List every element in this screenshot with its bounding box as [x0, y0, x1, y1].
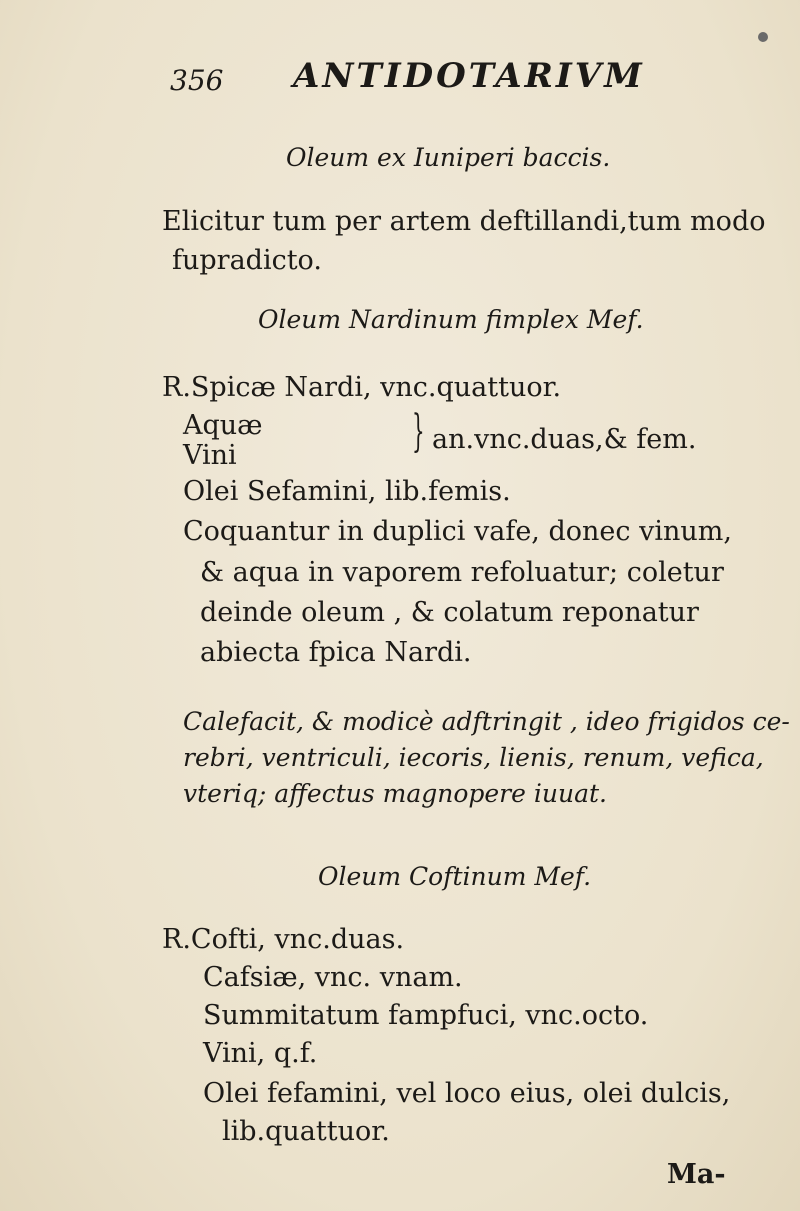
text-line: & aqua in vaporem refoluatur; coletur: [200, 557, 724, 588]
text-line: deinde oleum , & colatum reponatur: [200, 597, 699, 628]
text-line: an.vnc.duas,& fem.: [432, 424, 697, 455]
note-line: vteriq; affectus magnopere iuuat.: [183, 779, 607, 808]
text-line: Coquantur in duplici vafe, donec vinum,: [183, 516, 732, 547]
ink-spot: [758, 32, 768, 42]
text-line: fupradicto.: [172, 245, 322, 276]
text-line: Vini, q.f.: [203, 1038, 318, 1069]
text-line: R.Cofti, vnc.duas.: [162, 924, 405, 955]
text-line: Olei fefamini, vel loco eius, olei dulcis,: [203, 1078, 731, 1109]
note-line: rebri, ventriculi, iecoris, lienis, renum, vefica,: [183, 743, 764, 772]
text-line: Aquæ: [183, 410, 263, 441]
text-line: Summitatum fampfuci, vnc.octo.: [203, 1000, 649, 1031]
catchword: Ma-: [667, 1159, 726, 1190]
section-title: Oleum ex Iuniperi baccis.: [286, 143, 611, 172]
text-line: lib.quattuor.: [222, 1116, 390, 1147]
text-line: Vini: [183, 440, 237, 471]
section-title: Oleum Coftinum Mef.: [318, 862, 592, 891]
section-title: Oleum Nardinum fimplex Mef.: [258, 305, 644, 334]
text-line: Elicitur tum per artem deftillandi,tum modo: [162, 206, 766, 237]
page-number: 356: [170, 64, 224, 97]
text-line: Cafsiæ, vnc. vnam.: [203, 962, 463, 993]
brace-symbol: }: [412, 406, 425, 457]
text-line: Olei Sefamini, lib.femis.: [183, 476, 511, 507]
running-head: ANTIDOTARIVM: [293, 56, 645, 96]
note-line: Calefacit, & modicè adftringit , ideo frigidos ce-: [183, 707, 790, 736]
text-line: R.Spicæ Nardi, vnc.quattuor.: [162, 372, 562, 403]
text-line: abiecta fpica Nardi.: [200, 637, 472, 668]
